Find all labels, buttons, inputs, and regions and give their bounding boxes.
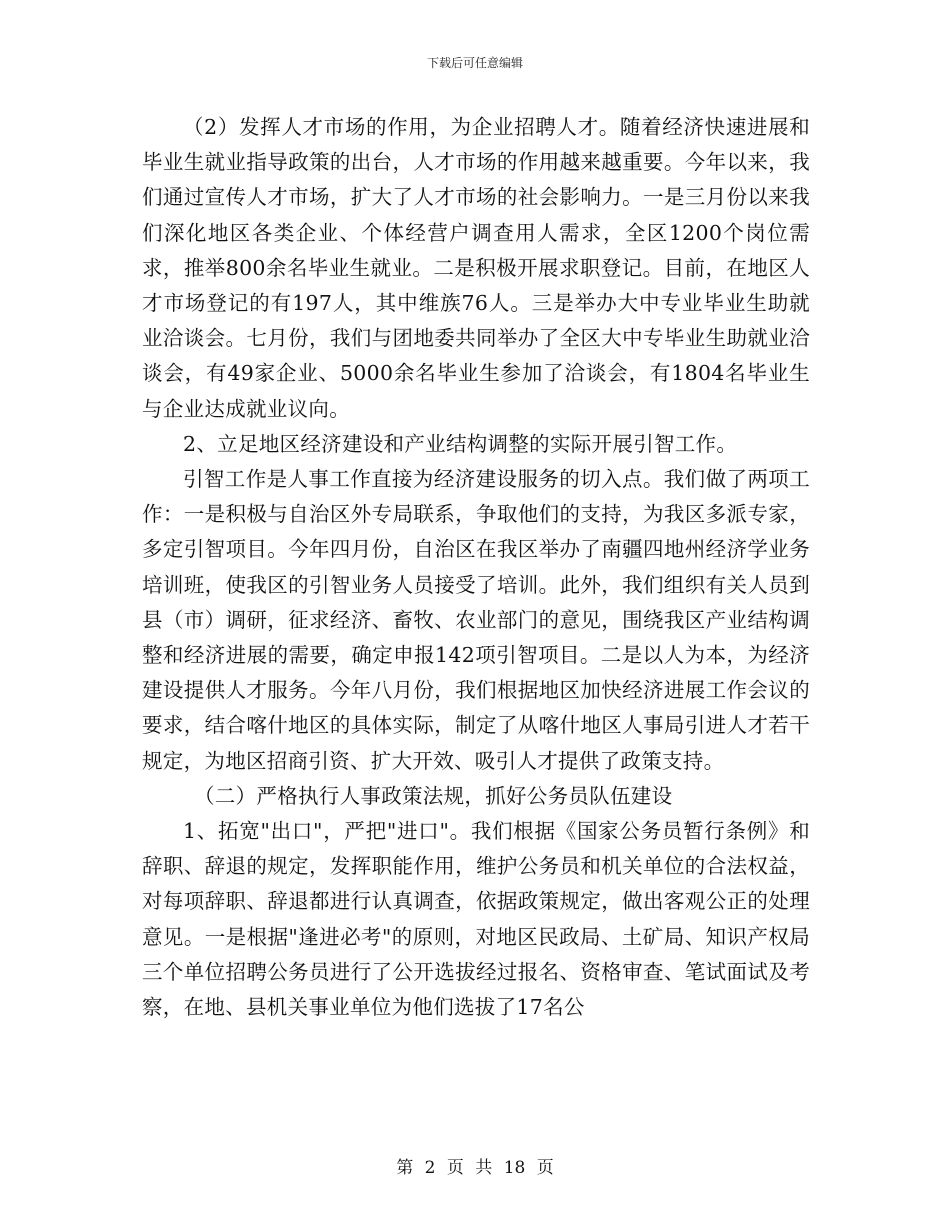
paragraph-section-2-heading: 2、立足地区经济建设和产业结构调整的实际开展引智工作。 (183, 431, 738, 456)
page-number-footer: 第 2 页 共 18 页 (396, 1158, 554, 1178)
paragraph-introduce-intelligence: 引智工作是人事工作直接为经济建设服务的切入点。我们做了两项工作：一是积极与自治区外专局联系，争取他们的支持，为我区多派专家，多定引智项目。今年四月份，自治区在我区举办了南疆四地州经济学业务培训班，使我区的引智业务人员接受了培训。此外，我们组织有关人员到县（市）调研，征求经济、畜牧、农业部门的意见，围绕我区产业结构调整和经济进展的需要，确定申报142项引智项目。二是以人为本，为经济建设提供人才服务。今年八月份，我们根据地区加快经济进展工作会议的要求，结合喀什地区的具体实际，制定了从喀什地区人事局引进人才若干规定，为地区招商引资、扩大开效、吸引人才提供了政策支持。 (142, 467, 810, 773)
paragraph-talent-market: （2）发挥人才市场的作用，为企业招聘人才。随着经济快速进展和毕业生就业指导政策的出台，人才市场的作用越来越重要。今年以来，我们通过宣传人才市场，扩大了人才市场的社会影响力。一是三月份以来我们深化地区各类企业、个体经营户调查用人需求，全区1200个岗位需求，推举800余名毕业生就业。二是积极开展求职登记。目前，在地区人才市场登记的有197人，其中维族76人。三是举办大中专业毕业生助就业洽谈会。七月份，我们与团地委共同举办了全区大中专毕业生助就业洽谈会，有49家企业、5000余名毕业生参加了洽谈会，有1804名毕业生与企业达成就业议向。 (142, 115, 810, 421)
paragraph-section-er-heading: （二）严格执行人事政策法规，抓好公务员队伍建设 (194, 783, 673, 808)
document-body (142, 110, 810, 1025)
page-header-note: 下载后可任意编辑 (426, 56, 523, 70)
paragraph-exit-entry: 1、拓宽"出口"，严把"进口"。我们根据《国家公务员暂行条例》和辞职、辞退的规定，发挥职能作用，维护公务员和机关单位的合法权益，对每项辞职、辞退都进行认真调查，依据政策规定，做出客观公正的处理意见。一是根据"逢进必考"的原则，对地区民政局、土矿局、知识产权局三个单位招聘公务员进行了公开选拔经过报名、资格审查、笔试面试及考察，在地、县机关事业单位为他们选拔了17名公 (142, 819, 810, 1020)
